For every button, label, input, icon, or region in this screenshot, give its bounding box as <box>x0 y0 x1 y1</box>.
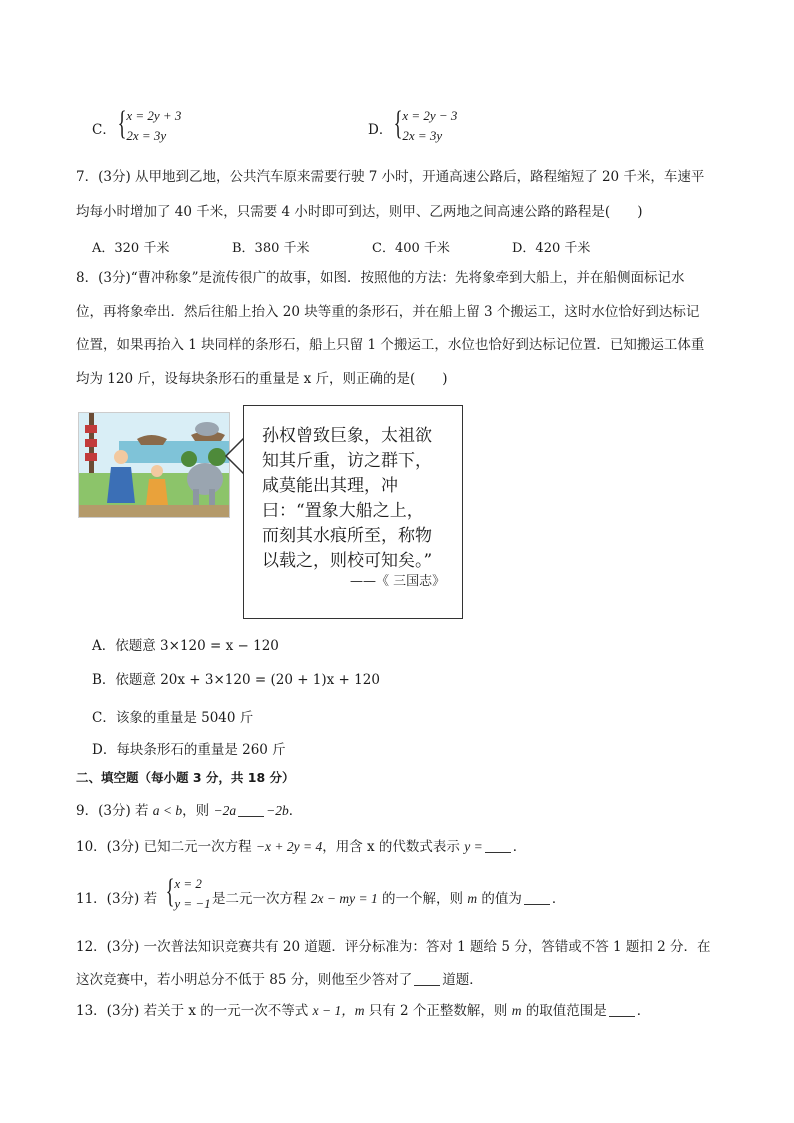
q13-mid: 只有 2 个正整数解，则 <box>364 1003 512 1019</box>
q6-option-d-label: D． <box>368 122 393 138</box>
q7-option-b: B．380 千米 <box>232 241 310 256</box>
cao-chong-illustration <box>78 412 230 518</box>
q8-line-1: 8．(3分)“曹冲称象”是流传很广的故事，如图．按照他的方法：先将象牵到大船上，并在船侧面标记水 <box>76 270 685 286</box>
q12-line-2-text: 这次竞赛中，若小明总分不低于 85 分，则他至少答对了 <box>76 972 413 988</box>
equation: x = 2y − 3 <box>402 108 458 123</box>
answer-blank[interactable] <box>414 973 440 986</box>
q8-line-2: 位，再将象牵出．然后往船上抬入 20 块等重的条形石，并在船上留 3 个搬运工，这时水位恰好到达标记 <box>76 304 700 320</box>
callout-line: 以载之，则校可知矣。” <box>262 551 433 571</box>
q11-mid: 是二元一次方程 <box>212 891 311 907</box>
q8-option-a: A．依题意 3×120 = x − 120 <box>92 638 279 654</box>
equation: 2x = 3y <box>402 128 443 143</box>
q10-y: y = <box>464 839 483 854</box>
q13-prefix: 13．(3分) 若关于 x 的一元一次不等式 <box>76 1003 313 1019</box>
q8-line-4: 均为 120 斤，设每块条形石的重量是 x 斤，则正确的是( ) <box>76 371 448 387</box>
q9-prefix: 9．(3分) 若 <box>76 803 153 819</box>
q13-m: m <box>511 1003 522 1018</box>
callout-quote <box>262 424 432 574</box>
q8-option-c: C．该象的重量是 5040 斤 <box>92 710 254 726</box>
q6-option-c-label: C． <box>92 122 116 138</box>
section-heading: 二、填空题（每小题 3 分，共 18 分） <box>76 770 295 785</box>
callout-line: 孙权曾致巨象，太祖欲 <box>262 426 432 446</box>
q11-system <box>162 874 211 914</box>
answer-blank[interactable] <box>485 840 511 853</box>
callout-source: ——《 三国志》 <box>350 574 446 589</box>
q13-end: 的取值范围是 <box>521 1003 607 1019</box>
q8-line-3: 位置，如果再抬入 1 块同样的条形石，船上只留 1 个搬运工，水位也恰好到达标记位置．已知搬运工体重 <box>76 337 705 353</box>
q10-prefix: 10．(3分) 已知二元一次方程 <box>76 839 256 855</box>
q11-equation: 2x − my = 1 <box>310 891 378 906</box>
q7-line-1: 7．(3分) 从甲地到乙地，公共汽车原来需要行驶 7 小时，开通高速公路后，路程缩短了 20 千米，车速平 <box>76 169 705 185</box>
q13 <box>76 999 650 1019</box>
brace-icon: { <box>117 105 127 142</box>
equation: 2x = 3y <box>126 128 167 143</box>
q7-line-2: 均每小时增加了 40 千米，只需要 4 小时即可到达，则甲、乙两地之间高速公路的路程是( ) <box>76 204 643 220</box>
q11-end: 的值为 <box>477 891 522 907</box>
q9-condition: a < b <box>152 803 183 818</box>
q9 <box>76 799 302 819</box>
q11-end2: ． <box>551 891 566 907</box>
q9-mid: ，则 <box>182 803 214 819</box>
q10-end: ． <box>512 839 527 855</box>
callout-line: 而刻其水痕所至，称物 <box>262 526 432 546</box>
q9-rhs: −2b <box>266 803 289 818</box>
answer-blank[interactable] <box>238 804 264 817</box>
equation: x = 2y + 3 <box>126 108 182 123</box>
q12-line-2 <box>76 968 483 988</box>
equation: x = 2 <box>174 876 202 891</box>
q13-end2: ． <box>636 1003 651 1019</box>
q8-option-d: D．每块条形石的重量是 260 斤 <box>92 742 286 758</box>
q11-m: m <box>467 891 478 906</box>
q6-option-d-system <box>390 106 457 146</box>
equation: y = −1 <box>174 896 211 911</box>
q6-option-c-system <box>114 106 181 146</box>
q11-rest <box>212 887 565 907</box>
q9-lhs: −2a <box>213 803 237 818</box>
q10-equation: −x + 2y = 4 <box>255 839 323 854</box>
q8-option-b: B．依题意 20x + 3×120 = (20 + 1)x + 120 <box>92 672 380 688</box>
callout-line: 咸莫能出其理，冲 <box>262 476 398 496</box>
q12-line-2-end: 道题． <box>442 972 483 988</box>
q7-option-d: D．420 千米 <box>512 241 591 256</box>
q7-option-c: C．400 千米 <box>372 241 450 256</box>
brace-icon: { <box>393 105 403 142</box>
q13-inequality: x − 1，m <box>312 1003 365 1018</box>
q12-line-1: 12．(3分) 一次普法知识竞赛共有 20 道题．评分标准为：答对 1 题给 5 分，答错或不答 1 题扣 2 分．在 <box>76 939 711 955</box>
answer-blank[interactable] <box>524 892 550 905</box>
answer-blank[interactable] <box>609 1004 635 1017</box>
brace-icon: { <box>165 873 175 910</box>
q11-mid2: 的一个解，则 <box>377 891 468 907</box>
q11-prefix: 11．(3分) 若 <box>76 891 158 907</box>
q7-options <box>92 237 652 256</box>
q10 <box>76 835 526 855</box>
callout-line: 知其斤重，访之群下， <box>262 451 432 471</box>
q7-option-a: A．320 千米 <box>92 241 170 256</box>
q10-mid: ，用含 x 的代数式表示 <box>322 839 465 855</box>
q9-end: ． <box>288 803 303 819</box>
callout-line: 曰：“置象大船之上， <box>262 501 424 521</box>
illustration-drawing <box>79 413 229 517</box>
